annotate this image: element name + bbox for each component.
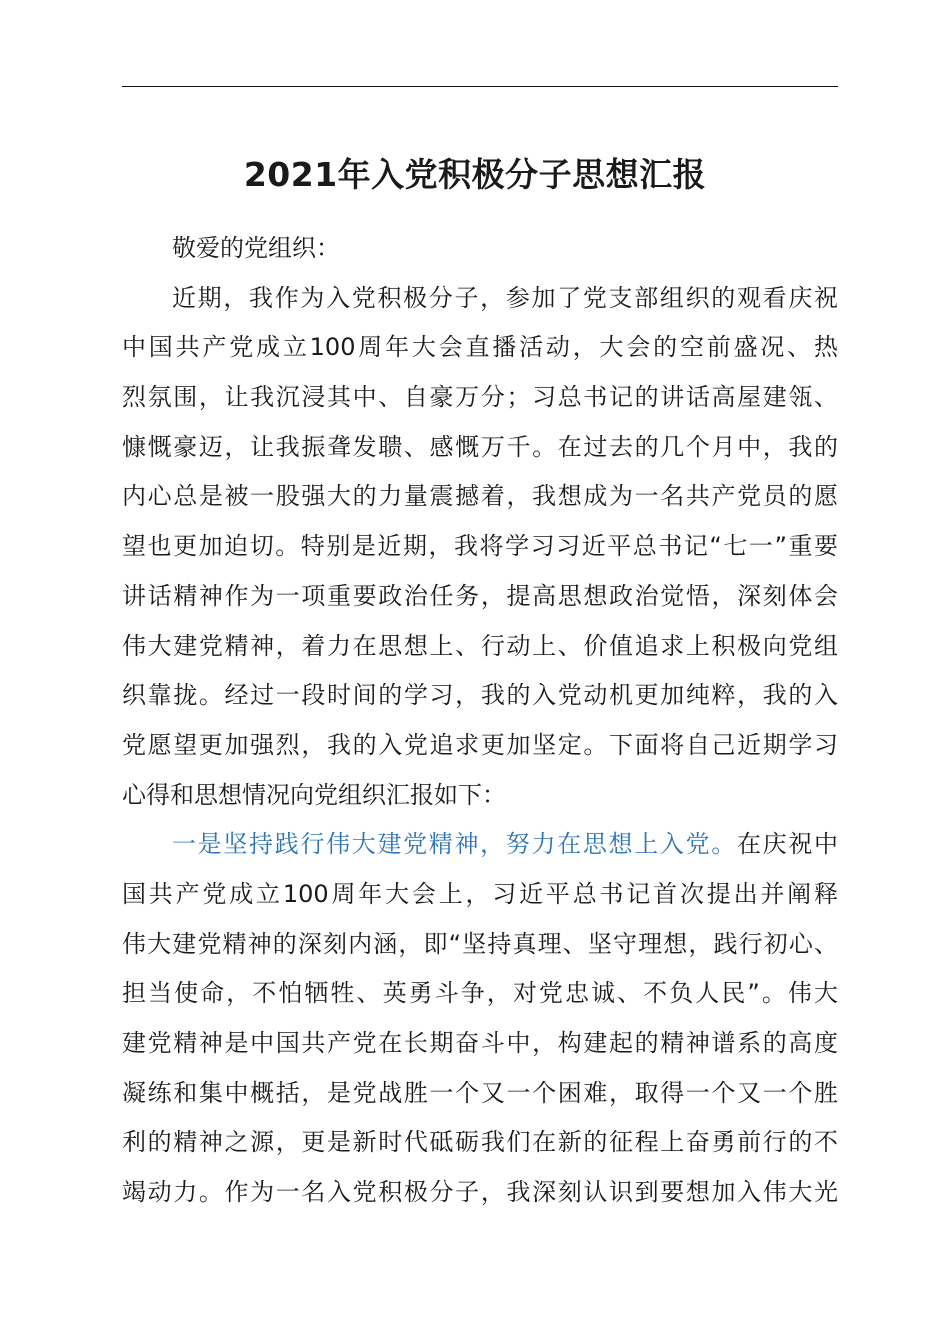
header-rule <box>122 86 838 87</box>
paragraph-line: 担当使命，不怕牺牲、英勇斗争，对党忠诚、不负人民”。伟大 <box>122 979 838 1008</box>
document-title: 2021年入党积极分子思想汇报 <box>243 155 707 194</box>
paragraph-line: 近期，我作为入党积极分子，参加了党支部组织的观看庆祝 <box>172 283 838 312</box>
paragraph-line: 竭动力。作为一名入党积极分子，我深刻认识到要想加入伟大光 <box>122 1178 838 1207</box>
paragraph-line: 内心总是被一股强大的力量震撼着，我想成为一名共产党员的愿 <box>122 482 838 511</box>
document-body <box>122 224 838 1218</box>
paragraph-line: 凝练和集中概括，是党战胜一个又一个困难，取得一个又一个胜 <box>122 1078 838 1107</box>
paragraph-heading-line <box>122 820 838 870</box>
paragraph-line: 望也更加迫切。特别是近期，我将学习习近平总书记“七一”重要 <box>122 532 838 561</box>
paragraph-line: 伟大建党精神，着力在思想上、行动上、价值追求上积极向党组 <box>122 631 838 660</box>
paragraph-line: 伟大建党精神的深刻内涵，即“坚持真理、坚守理想，践行初心、 <box>122 929 838 958</box>
paragraph-line: 利的精神之源，更是新时代砥砺我们在新的征程上奋勇前行的不 <box>122 1128 838 1157</box>
paragraph-line: 心得和思想情况向党组织汇报如下： <box>122 780 506 809</box>
paragraph-heading-tail: 在庆祝中 <box>736 830 839 859</box>
paragraph-line: 织靠拢。经过一段时间的学习，我的入党动机更加纯粹，我的入 <box>122 681 838 710</box>
paragraph-line: 中国共产党成立100周年大会直播活动，大会的空前盛况、热 <box>122 333 838 362</box>
paragraph-line: 党愿望更加强烈，我的入党追求更加坚定。下面将自己近期学习 <box>122 730 838 759</box>
paragraph-line: 讲话精神作为一项重要政治任务，提高思想政治觉悟，深刻体会 <box>122 581 838 610</box>
paragraph-line: 国共产党成立100周年大会上，习近平总书记首次提出并阐释 <box>122 879 838 908</box>
paragraph-line: 烈氛围，让我沉浸其中、自豪万分；习总书记的讲话高屋建瓴、 <box>122 383 838 412</box>
paragraph-line: 慷慨豪迈，让我振聋发聩、感慨万千。在过去的几个月中，我的 <box>122 432 838 461</box>
paragraph-heading: 一是坚持践行伟大建党精神，努力在思想上入党。 <box>172 830 737 859</box>
salutation: 敬爱的党组织： <box>172 234 340 262</box>
paragraph-line: 建党精神是中国共产党在长期奋斗中，构建起的精神谱系的高度 <box>122 1029 838 1057</box>
